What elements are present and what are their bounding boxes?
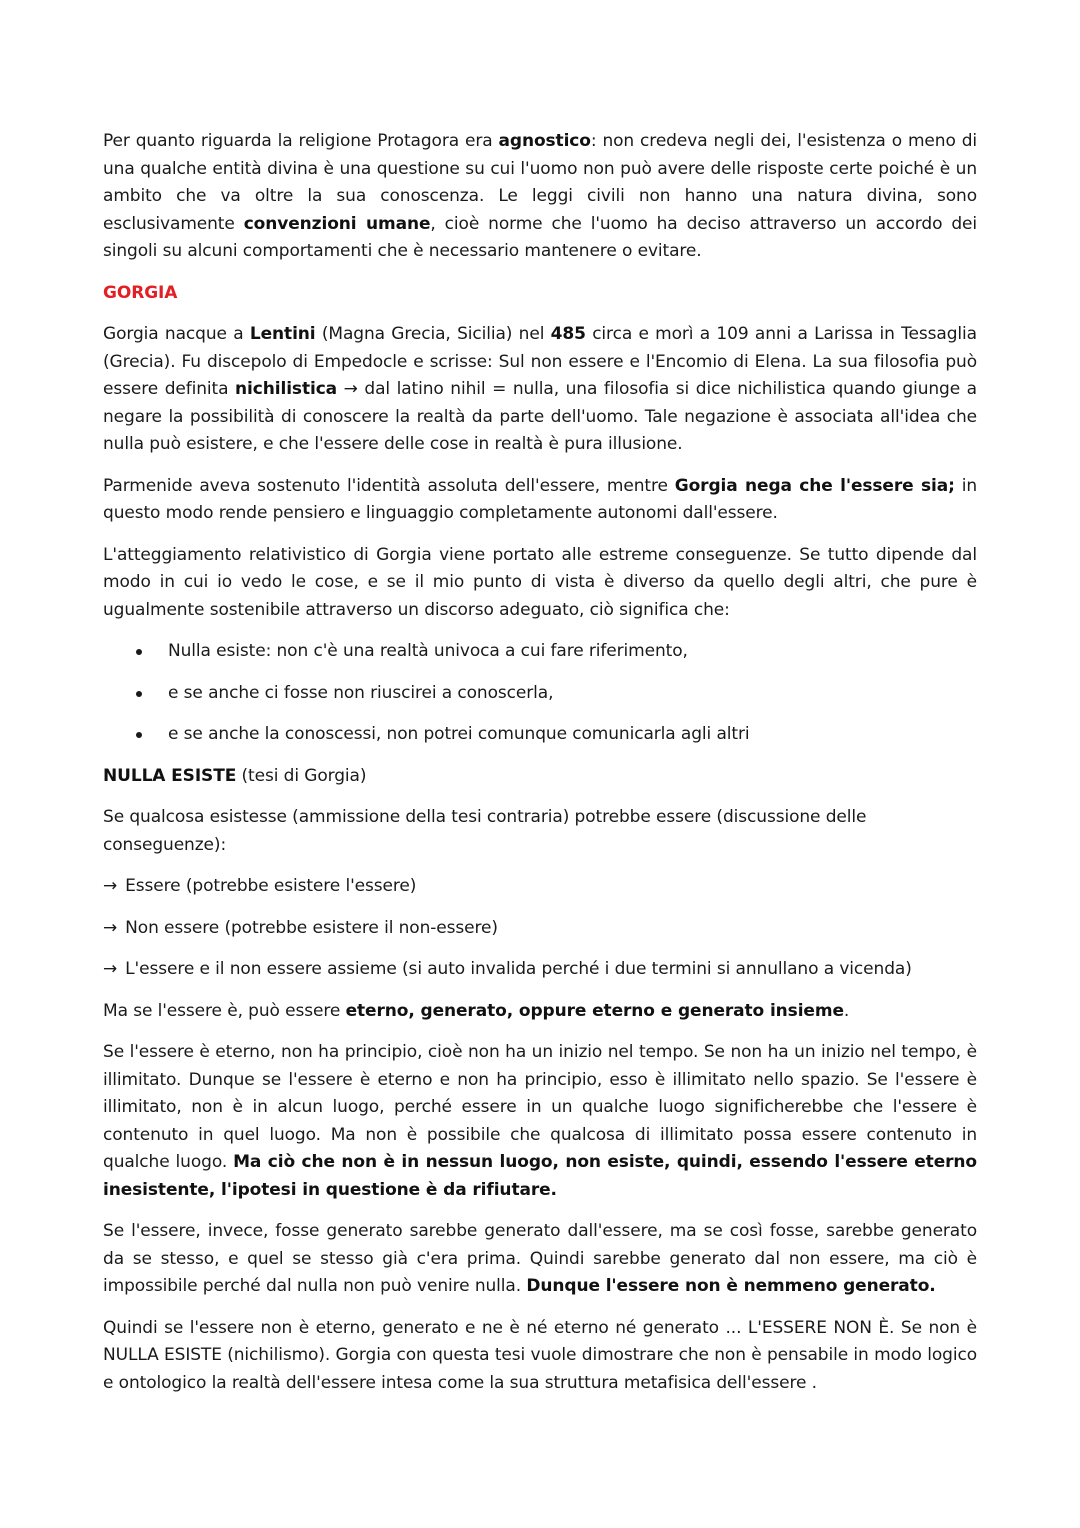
- paragraph-relativismo: L'atteggiamento relativistico di Gorgia viene portato alle estreme conseguenze. Se tutto dipende dal modo in cui io vedo le cose, e se il mio punto di vista è diverso da quello degli altri, che pure è ugualmente sostenibile attraverso un discorso adeguato, ciò significa che:: [103, 544, 977, 620]
- list-item: [103, 721, 977, 749]
- bold-lentini: Lentini: [249, 324, 316, 344]
- text: in questo modo rende pensiero e linguaggio completamente autonomi dall'essere.: [103, 475, 977, 523]
- text: , cioè norme che l'uomo ha deciso attraverso un accordo dei singoli su alcuni comportamenti che è necessario mantenere o evitare.: [103, 213, 978, 261]
- arrow-item-text: Non essere (potrebbe esistere il non-essere): [125, 917, 498, 938]
- paragraph-gorgia-bio: [103, 321, 977, 459]
- text: (tesi di Gorgia): [236, 765, 367, 786]
- arrow-item: [103, 915, 977, 943]
- bold-eterno-generato: eterno, generato, oppure eterno e generato insieme: [345, 1000, 844, 1021]
- paragraph-conclusione: Quindi se l'essere non è eterno, generato e ne è né eterno né generato ... L'ESSERE NON È. Se non è NULLA ESISTE (nichilismo). Gorgia con questa tesi vuole dimostrare che non è pensabile in modo logico e ontologico la realtà dell'essere intesa come la sua struttura metafisica dell'essere .: [103, 1317, 977, 1393]
- arrow-item: [103, 956, 977, 984]
- bold-gorgia-nega: Gorgia nega che l'essere sia;: [674, 475, 955, 496]
- arrow-item-text: L'essere e il non essere assieme (si auto invalida perché i due termini si annullano a vicenda): [125, 959, 912, 979]
- bullet-icon: [136, 732, 142, 738]
- text: Se l'essere è eterno, non ha principio, cioè non ha un inizio nel tempo. Se non ha un inizio nel tempo, è illimitato. Dunque se l'essere è eterno e non ha principio, esso è illimitato nello spazio. Se l'essere è illimitato, non è in alcun luogo, perché essere in un qualche luogo significherebbe che l'essere è contenuto in quel luogo. Ma non è possibile che qualcosa di illimitato possa essere contenuto in qualche luogo.: [103, 1042, 977, 1172]
- paragraph-parmenide: [103, 473, 977, 528]
- list-item-text: Nulla esiste: non c'è una realtà univoca a cui fare riferimento,: [168, 641, 688, 661]
- list-item-text: e se anche ci fosse non riuscirei a conoscerla,: [168, 682, 554, 703]
- list-item: [103, 638, 977, 666]
- text: Parmenide aveva sostenuto l'identità assoluta dell'essere, mentre: [103, 475, 675, 496]
- arrow-icon: →: [103, 917, 118, 938]
- bold-nulla-esiste: NULLA ESISTE: [103, 765, 237, 786]
- bold-nichilistica: nichilistica: [235, 379, 338, 399]
- bullet-icon: [136, 691, 142, 697]
- bold-agnostico: agnostico: [498, 131, 591, 151]
- bold-conclusione-generato: Dunque l'essere non è nemmeno generato.: [526, 1276, 936, 1296]
- paragraph-essere-generato: [103, 1218, 977, 1301]
- bold-convenzioni-umane: convenzioni umane: [243, 213, 431, 234]
- arrow-item: [103, 873, 977, 901]
- bold-485: 485: [550, 324, 586, 344]
- paragraph-se-qualcosa: Se qualcosa esistesse (ammissione della tesi contraria) potrebbe essere (discussione delle conseguenze):: [103, 807, 867, 855]
- text: : non credeva negli dei, l'esistenza o meno di una qualche entità divina è una questione su cui l'uomo non può avere delle risposte certe poiché è un ambito che va oltre la sua conoscenza. Le leggi civili non hanno una natura divina, sono esclusivamente: [103, 131, 978, 234]
- subheading-nulla-esiste: [103, 763, 977, 791]
- arrow-item-text: Essere (potrebbe esistere l'essere): [125, 876, 417, 896]
- section-heading-gorgia: GORGIA: [103, 282, 178, 303]
- text: Per quanto riguarda la religione Protagora era: [103, 131, 499, 151]
- paragraph-eterno-generato: [103, 998, 977, 1026]
- list-item-text: e se anche la conoscessi, non potrei comunque comunicarla agli altri: [168, 724, 750, 744]
- arrow-icon: →: [343, 379, 358, 399]
- text: Ma se l'essere è, può essere: [103, 1000, 346, 1021]
- arrow-icon: →: [103, 959, 118, 979]
- arrow-icon: →: [103, 876, 118, 896]
- bold-conclusione-eterno: Ma ciò che non è in nessun luogo, non esiste, quindi, essendo l'essere eterno inesistente, l'ipotesi in questione è da rifiutare.: [103, 1152, 977, 1200]
- text: circa e morì a 109 anni a Larissa in Tessaglia (Grecia). Fu discepolo di Empedocle e scrisse: Sul non essere e l'Encomio di Elena. La sua filosofia può essere definita: [103, 324, 977, 399]
- bullet-icon: [136, 649, 142, 655]
- document-page: [103, 128, 977, 1411]
- text: Gorgia nacque a: [103, 324, 250, 344]
- text: .: [843, 1000, 850, 1021]
- text: dal latino nihil = nulla, una filosofia si dice nichilistica quando giunge a negare la possibilità di conoscere la realtà da parte dell'uomo. Tale negazione è associata all'idea che nulla può esistere, e che l'essere delle cose in realtà è pura illusione.: [103, 379, 978, 454]
- paragraph-essere-eterno: [103, 1039, 977, 1204]
- list-item: [103, 680, 977, 708]
- bullet-list: [103, 638, 977, 749]
- text: Se l'essere, invece, fosse generato sarebbe generato dall'essere, ma se così fosse, sarebbe generato da se stesso, e quel se stesso già c'era prima. Quindi sarebbe generato dal non essere, ma ciò è impossibile perché dal nulla non può venire nulla.: [103, 1221, 977, 1296]
- text: (Magna Grecia, Sicilia) nel: [315, 324, 551, 344]
- paragraph-protagora-religione: [103, 128, 977, 266]
